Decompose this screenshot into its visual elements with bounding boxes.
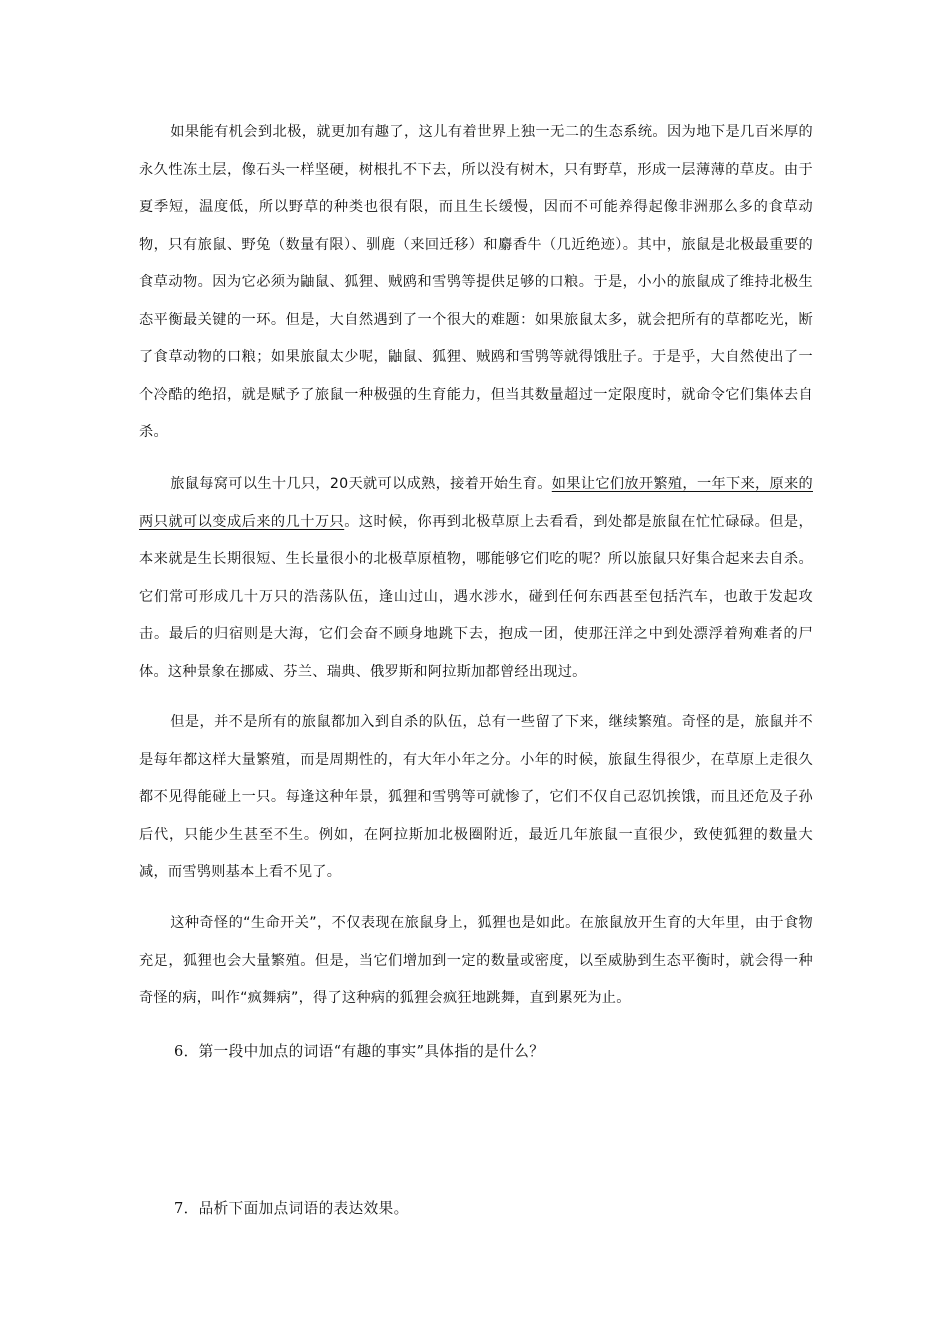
paragraph-2-body: 。这时候，你再到北极草原上去看看，到处都是旅鼠在忙忙碌碌。但是，本来就是生长期很短、生长量很小的北极草原植物，哪能够它们吃的呢？所以旅鼠只好集合起来去自杀。它们常可形成几十万只的浩荡队伍，逢山过山，遇水涉水，碰到任何东西甚至包括汽车，也敢于发起攻击。最后的归宿则是大海，它们会奋不顾身地跳下去，抱成一团，使那汪洋之中到处漂浮着殉难者的尸体。这种景象在挪威、芬兰、瑞典、俄罗斯和阿拉斯加都曾经出现过。 [139,513,813,680]
paragraph-2 [139,466,813,691]
paragraph-4: 这种奇怪的“生命开关”，不仅表现在旅鼠身上，狐狸也是如此。在旅鼠放开生育的大年里，由于食物充足，狐狸也会大量繁殖。但是，当它们增加到一定的数量或密度，以至威胁到生态平衡时，就会得一种奇怪的病，叫作“疯舞病”，得了这种病的狐狸会疯狂地跳舞，直到累死为止。 [139,915,813,1006]
paragraph-3: 但是，并不是所有的旅鼠都加入到自杀的队伍，总有一些留了下来，继续繁殖。奇怪的是，旅鼠并不是每年都这样大量繁殖，而是周期性的，有大年小年之分。小年的时候，旅鼠生得很少，在草原上走很久都不见得能碰上一只。每逢这种年景，狐狸和雪鸮等可就惨了，它们不仅自己忍饥挨饿，而且还危及子孙后代，只能少生甚至不生。例如，在阿拉斯加北极圈附近，最近几年旅鼠一直很少，致使狐狸的数量大减，而雪鸮则基本上看不见了。 [139,714,813,880]
question-6: 6．第一段中加点的词语“有趣的事实”具体指的是什么？ [174,1043,545,1060]
paragraph-2-intro: 旅鼠每窝可以生十几只，20天就可以成熟，接着开始生育。 [170,476,552,492]
question-7: 7．品析下面加点词语的表达效果。 [174,1200,409,1217]
underlined-sentence: 如果让它们放开繁殖，一年下来，原来的两只就可以变成后来的几十万只 [139,476,813,530]
paragraph-1: 如果能有机会到北极，就更加有趣了，这儿有着世界上独一无二的生态系统。因为地下是几百米厚的永久性冻土层，像石头一样坚硬，树根扎不下去，所以没有树木，只有野草，形成一层薄薄的草皮。由于夏季短，温度低，所以野草的种类也很有限，而且生长缓慢，因而不可能养得起像非洲那么多的食草动物，只有旅鼠、野兔（数量有限）、驯鹿（来回迁移）和麝香牛（几近绝迹）。其中，旅鼠是北极最重要的食草动物。因为它必须为鼬鼠、狐狸、贼鸥和雪鸮等提供足够的口粮。于是，小小的旅鼠成了维持北极生态平衡最关键的一环。但是，大自然遇到了一个很大的难题：如果旅鼠太多，就会把所有的草都吃光，断了食草动物的口粮；如果旅鼠太少呢，鼬鼠、狐狸、贼鸥和雪鸮等就得饿肚子。于是乎，大自然使出了一个冷酷的绝招，就是赋予了旅鼠一种极强的生育能力，但当其数量超过一定限度时，就命令它们集体去自杀。 [139,124,813,440]
